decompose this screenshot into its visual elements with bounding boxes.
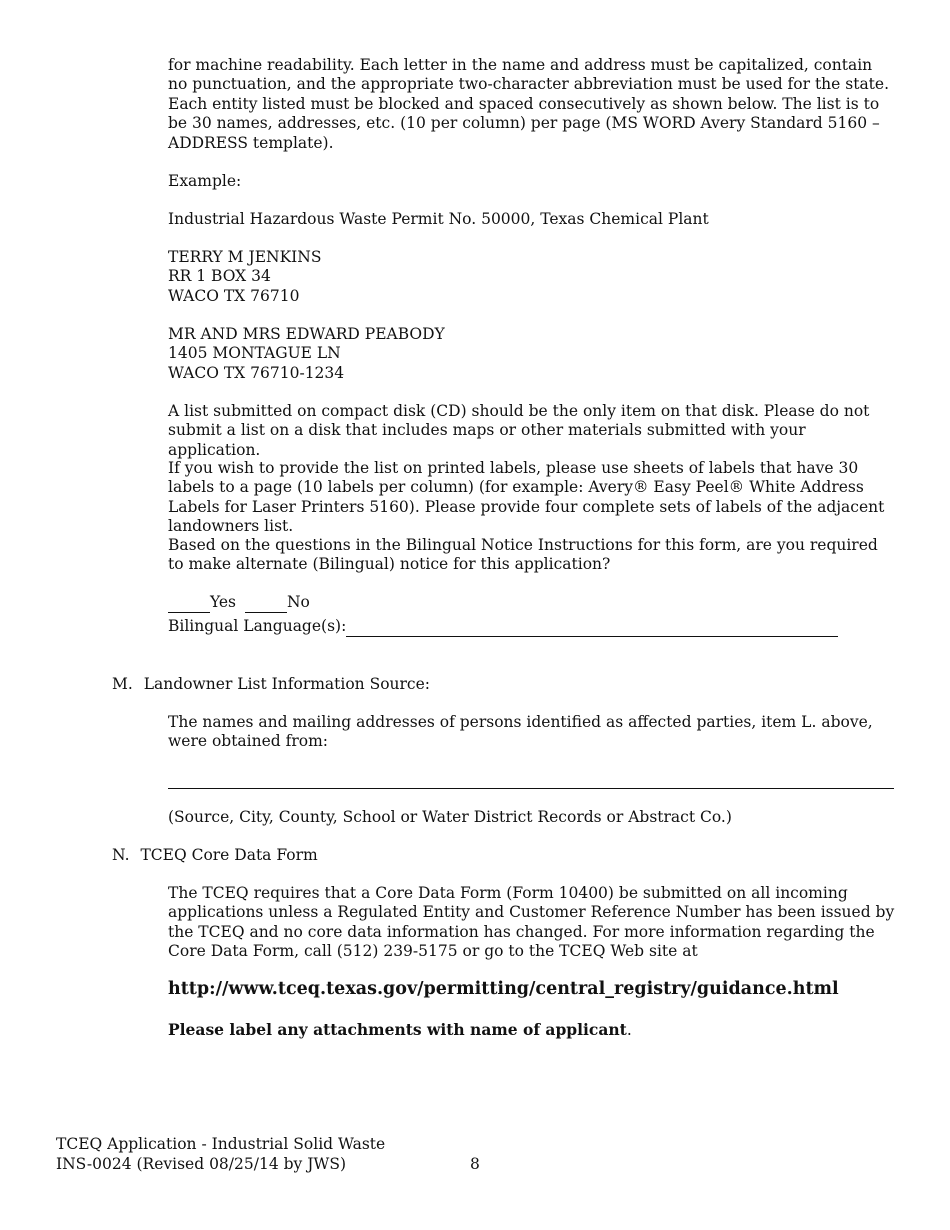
no-blank[interactable] [245, 593, 287, 613]
address1-line1: TERRY M JENKINS [168, 248, 322, 266]
attachments-note-bold: Please label any attachments with name of applicant [168, 1020, 627, 1039]
address2-line2: 1405 MONTAGUE LN [168, 344, 341, 362]
bilingual-language-blank[interactable] [346, 617, 838, 637]
section-n-title: TCEQ Core Data Form [140, 846, 318, 864]
example-label: Example: [168, 172, 242, 190]
attachments-note [168, 1020, 632, 1040]
section-n-heading [112, 846, 318, 865]
section-m-title: Landowner List Information Source: [143, 675, 431, 693]
address1-line3: WACO TX 76710 [168, 287, 300, 305]
section-m-text: The names and mailing addresses of persons identified as affected parties, item L. above, were obtained from: [168, 713, 873, 751]
address2-line1: MR AND MRS EDWARD PEABODY [168, 325, 445, 343]
address2-line3: WACO TX 76710-1234 [168, 364, 345, 382]
bilingual-language-row [168, 617, 838, 637]
yes-label: Yes [210, 593, 237, 611]
cd-note: A list submitted on compact disk (CD) should be the only item on that disk. Please do not submit a list on a disk that includes maps or other materials submitted with your application. [168, 402, 870, 459]
bilingual-question: Based on the questions in the Bilingual Notice Instructions for this form, are you required to make alternate (Bilingual) notice for this application? [168, 536, 878, 574]
footer-line1: TCEQ Application - Industrial Solid Waste [56, 1135, 386, 1153]
bilingual-language-label: Bilingual Language(s): [168, 617, 347, 635]
footer-line2: INS-0024 (Revised 08/25/14 by JWS) [56, 1155, 347, 1173]
labels-note: If you wish to provide the list on printed labels, please use sheets of labels that have 30 labels to a page (10 labels per column) (for example: Avery® Easy Peel® White Address Labels for Laser Printers 5160). Please provide four complete sets of labels of the adjacent landowners list. [168, 459, 885, 536]
yes-no-row [168, 593, 310, 613]
core-data-url[interactable]: http://www.tceq.texas.gov/permitting/central_registry/guidance.html [168, 979, 839, 999]
section-n-text: The TCEQ requires that a Core Data Form (Form 10400) be submitted on all incoming applications unless a Regulated Entity and Customer Reference Number has been issued by the TCEQ and no core data information has changed. For more information regarding the Core Data Form, call (512) 239-5175 or go to the TCEQ Web site at [168, 884, 895, 961]
example-title: Industrial Hazardous Waste Permit No. 50000, Texas Chemical Plant [168, 210, 709, 228]
section-m-letter: M. [112, 675, 133, 693]
yes-blank[interactable] [168, 593, 210, 613]
section-m-heading [112, 675, 430, 694]
source-blank-line[interactable] [168, 788, 894, 789]
intro-paragraph: for machine readability. Each letter in the name and address must be capitalized, contain no punctuation, and the appropriate two-character abbreviation must be used for the state. Each entity listed must be blocked and spaced consecutively as shown below. The list is to be 30 names, addresses, etc. (10 per column) per page (MS WORD Avery Standard 5160 – ADDRESS template). [168, 56, 890, 152]
address1-line2: RR 1 BOX 34 [168, 267, 271, 285]
attachments-note-end: . [626, 1021, 632, 1039]
page-number: 8 [470, 1155, 480, 1173]
no-label: No [286, 593, 310, 611]
section-n-letter: N. [112, 846, 130, 864]
source-caption: (Source, City, County, School or Water District Records or Abstract Co.) [168, 808, 732, 826]
